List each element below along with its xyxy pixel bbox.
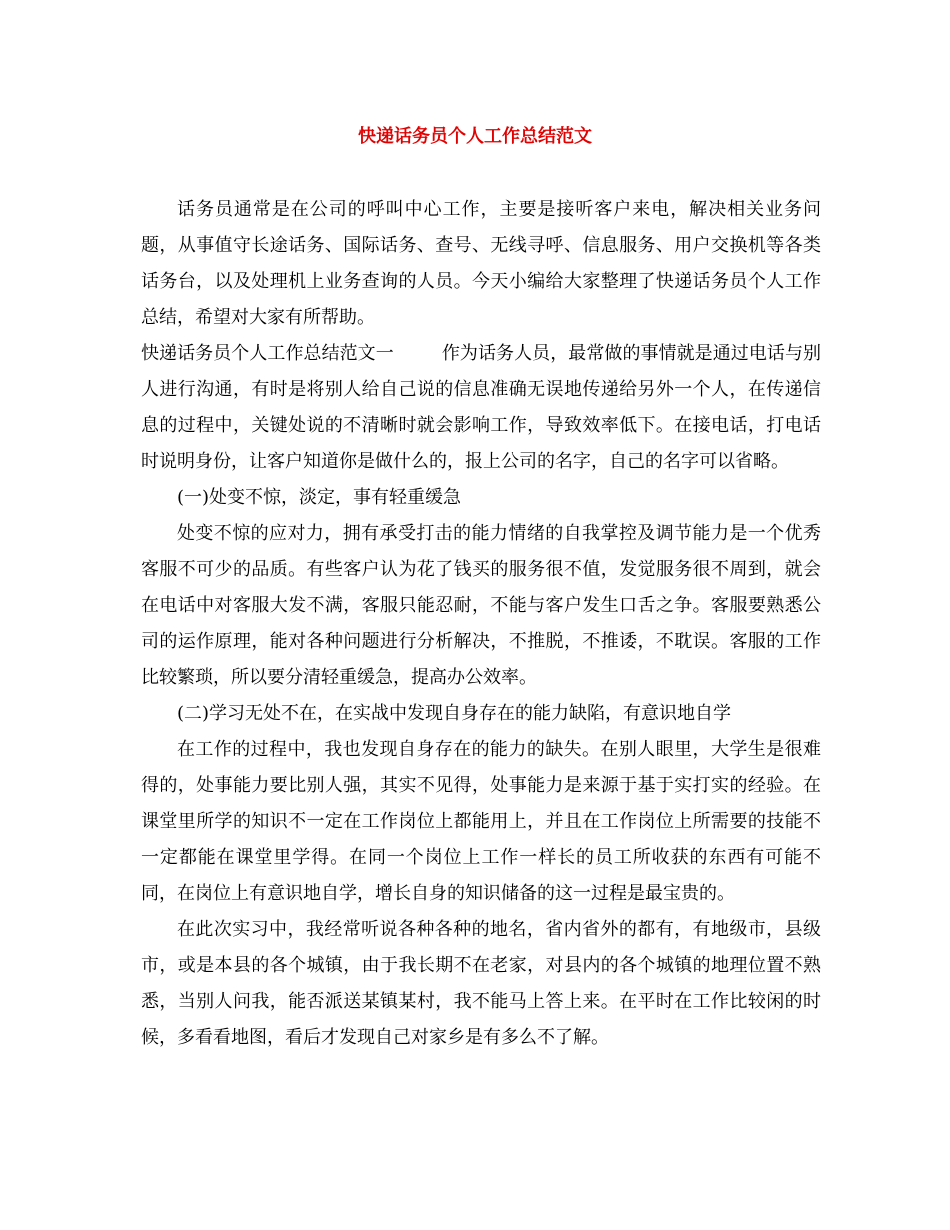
intro-paragraph: 话务员通常是在公司的呼叫中心工作，主要是接听客户来电，解决相关业务问题，从事值守长途话务、国际话务、查号、无线寻呼、信息服务、用户交换机等各类话务台，以及处理机上业务查询的人员。今天小编给大家整理了快递话务员个人工作总结，希望对大家有所帮助。 [141,199,821,328]
document-body [141,192,821,1056]
section-body: 作为话务人员，最常做的事情就是通过电话与别人进行沟通，有时是将别人给自己说的信息准确无误地传递给另外一个人，在传递信息的过程中，关键处说的不清晰时就会影响工作，导致效率低下。在接电话，打电话时说明身份，让客户知道你是做什么的，报上公司的名字，自己的名字可以省略。 [141,343,822,472]
point-two-paragraph: 在工作的过程中，我也发现自身存在的能力的缺失。在别人眼里，大学生是很难得的，处事能力要比别人强，其实不见得，处事能力是来源于基于实打实的经验。在课堂里所学的知识不一定在工作岗位上都能用上，并且在工作岗位上所需要的技能不一定都能在课堂里学得。在同一个岗位上工作一样长的员工所收获的东西有可能不同，在岗位上有意识地自学，增长自身的知识储备的这一过程是最宝贵的。 [141,739,821,904]
point-two-heading: (二)学习无处不在，在实战中发现自身存在的能力缺陷，有意识地自学 [177,703,732,724]
point-three-paragraph: 在此次实习中，我经常听说各种各种的地名，省内省外的都有，有地级市，县级市，或是本县的各个城镇，由于我长期不在老家，对县内的各个城镇的地理位置不熟悉，当别人问我，能否派送某镇某村，我不能马上答上来。在平时在工作比较闲的时候，多看看地图，看后才发现自己对家乡是有多么不了解。 [141,919,821,1048]
point-one-paragraph: 处变不惊的应对力，拥有承受打击的能力情绪的自我掌控及调节能力是一个优秀客服不可少的品质。有些客户认为花了钱买的服务很不值，发觉服务很不周到，就会在电话中对客服大发不满，客服只能忍耐，不能与客户发生口舌之争。客服要熟悉公司的运作原理，能对各种问题进行分析解决，不推脱，不推诿，不耽误。客服的工作比较繁琐，所以要分清轻重缓急，提高办公效率。 [141,523,821,688]
section-heading: 快递话务员个人工作总结范文一 [141,343,394,364]
document-title: 快递话务员个人工作总结范文 [358,126,592,147]
point-one-heading: (一)处变不惊，淡定，事有轻重缓急 [177,487,462,508]
section-one-paragraph [141,336,821,480]
